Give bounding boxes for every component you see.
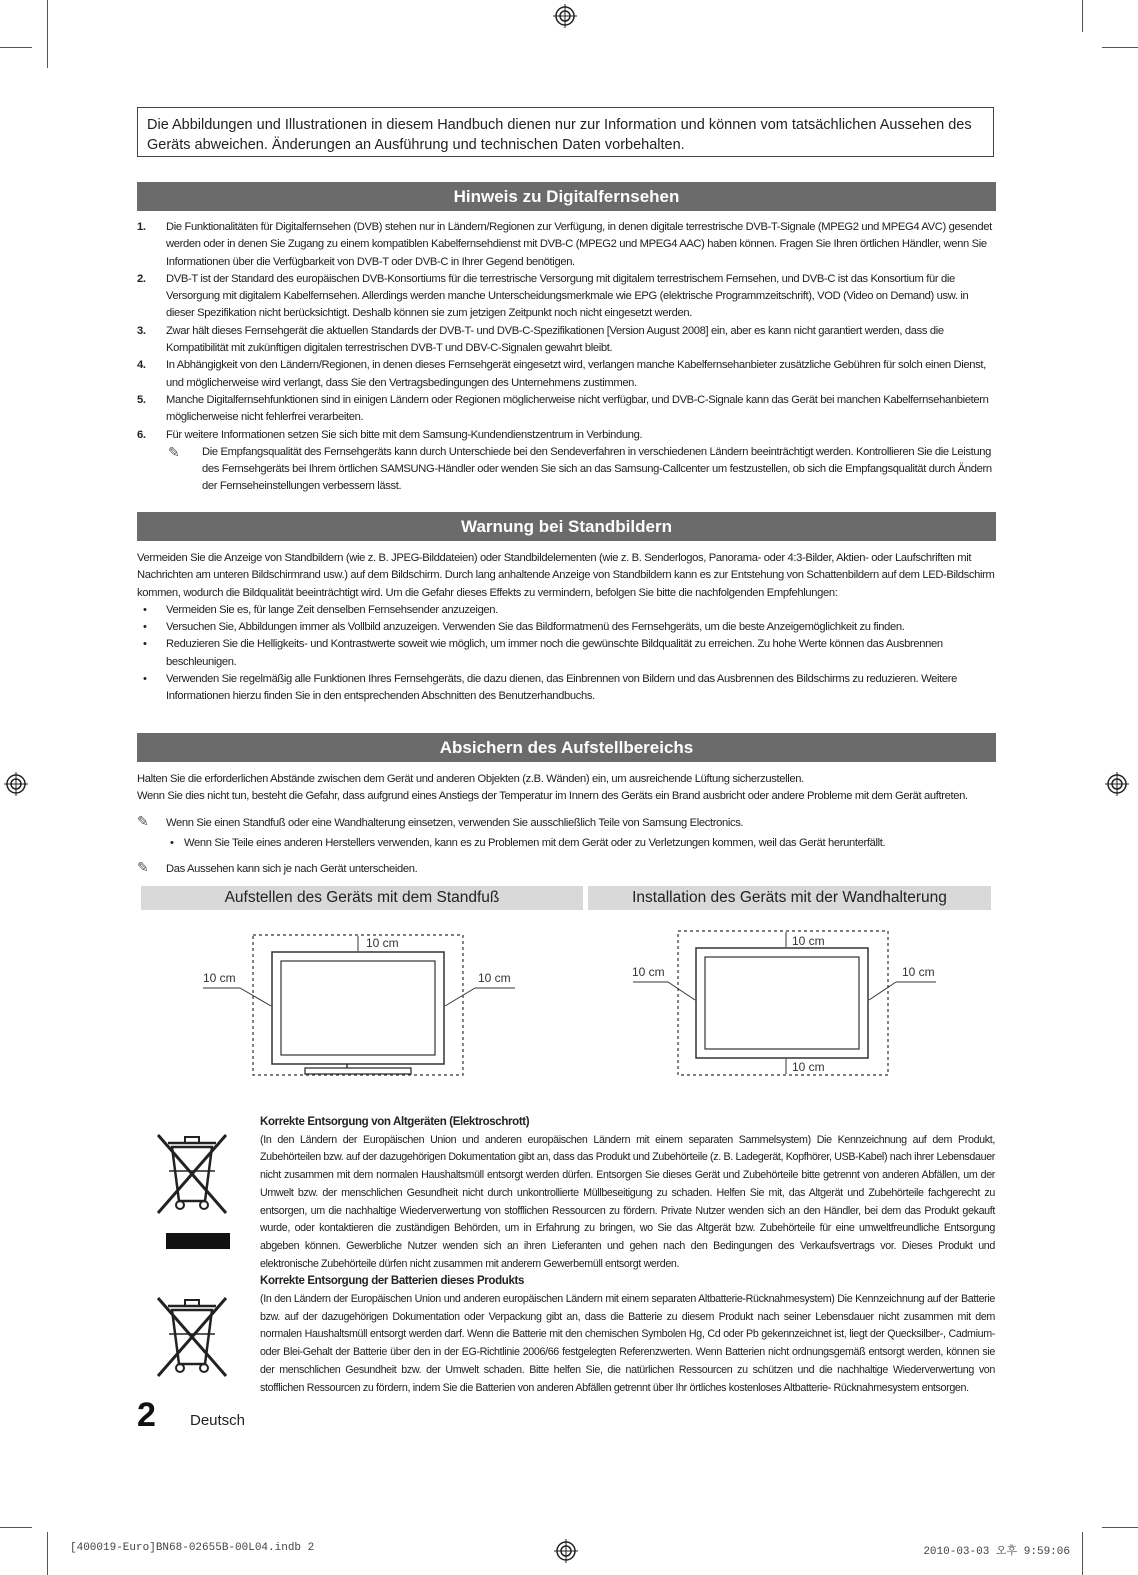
pencil-note-icon: ✎ xyxy=(137,859,149,876)
list-number: 6. xyxy=(137,428,146,441)
registration-mark-icon xyxy=(1105,772,1129,796)
section-title-installation-space: Absichern des Aufstellbereichs xyxy=(137,733,996,762)
registration-mark-icon xyxy=(554,1539,578,1563)
still-images-list xyxy=(137,602,997,706)
stand-subtitle: Aufstellen des Geräts mit dem Standfuß xyxy=(141,886,583,910)
wall-subtitle: Installation des Geräts mit der Wandhalterung xyxy=(588,886,991,910)
list-number: 1. xyxy=(137,221,146,233)
appearance-note xyxy=(137,861,1002,878)
clearance-right-label: 10 cm xyxy=(478,971,511,985)
list-number: 3. xyxy=(137,324,146,337)
registration-mark-icon xyxy=(4,772,28,796)
list-item: • Verwenden Sie regelmäßig alle Funktionen Ihres Fernsehgeräts, die dazu dienen, das Einbrennen von Bildern und das Ausbrennen des Bildschirms zu reduzieren. Weitere Informationen hierzu finden Sie in den entsprechenden Abschnitten des Benutzerhandbuchs. xyxy=(143,673,958,703)
section-title-digital-tv: Hinweis zu Digitalfernsehen xyxy=(137,182,996,211)
crop-mark xyxy=(0,47,32,48)
list-item: • Versuchen Sie, Abbildungen immer als Vollbild anzuzeigen. Verwenden Sie das Bildformatmenü des Fernsehgeräts, um die beste Anzeigemöglichkeit zu finden. xyxy=(143,621,905,634)
pencil-note-icon: ✎ xyxy=(168,443,180,460)
list-text: Für weitere Informationen setzen Sie sich bitte mit dem Samsung-Kundendienstzentrum in Verbindung. xyxy=(166,428,643,441)
page-language: Deutsch xyxy=(190,1412,246,1429)
battery-title: Korrekte Entsorgung der Batterien dieses Produkts xyxy=(260,1275,525,1288)
clearance-left-label: 10 cm xyxy=(203,971,236,985)
weee-text: (In den Ländern der Europäischen Union und anderen europäischen Ländern mit einem separaten Sammelsystem) Die Kennzeichnung auf dem Produkt, Zubehörteilen bzw. auf der dazugehörigen Dokumentation gibt an, dass das Produkt und Zubehörteile (z. B. Ladegerät, Kopfhörer, USB-Kabel) nach ihrer Lebensdauer nicht zusammen mit dem normalen Haushaltsmüll entsorgt werden dürfen. Entsorgen Sie dieses Gerät und Zubehörteile bitte getrennt von anderen Abfällen, um der Umwelt bzw. der menschlichen Gesundheit nicht durch unkontrollierte Müllbeseitigung zu schaden. Helfen Sie mit, das Altgerät und Zubehörteile fachgerecht zu entsorgen, um die nachhaltige Wiederverwertung von stofflichen Ressourcen zu fördern. Private Nutzer wenden sich an den Händler, bei dem das Produkt gekauft wurde, oder kontaktieren die zuständigen Behörden, um in Erfahrung zu bringen, wo Sie das Altgerät bzw. Zubehörteile für eine umweltfreundliche Entsorgung abgeben können. Gewerbliche Nutzer wenden sich an ihren Lieferanten und gehen nach den Bedingungen des Verkaufsvertrags vor. Dieses Produkt und elektronische Zubehörteile dürfen nicht zusammen mit anderem Gewerbemüll entsorgt werden. xyxy=(260,1133,995,1270)
still-images-intro: Vermeiden Sie die Anzeige von Standbildern (wie z. B. JPEG-Bilddateien) oder Standbildelementen (wie z. B. Senderlogos, Panorama- oder 4:3-Bilder, Aktien- oder Laufschriften mit Nachrichten am unteren Bildschirmrand usw.) auf dem Bildschirm. Durch lang anhaltende Anzeige von Standbildern kann es zur Entstehung von Schattenbildern auf dem LED-Bildschirm kommen, wodurch die Bildqualität beeinträchtigt wird. Um die Gefahr dieses Effekts zu vermindern, befolgen Sie bitte die nachfolgenden Empfehlungen: xyxy=(137,552,995,599)
bullet-text: Versuchen Sie, Abbildungen immer als Vollbild anzuzeigen. Verwenden Sie das Bildformatmenü des Fernsehgeräts, um die beste Anzeigemöglichkeit zu finden. xyxy=(166,621,905,634)
bullet-text: Verwenden Sie regelmäßig alle Funktionen Ihres Fernsehgeräts, die dazu dienen, das Einbrennen von Bildern und das Ausbrennen des Bildschirms zu reduzieren. Weitere Informationen hierzu finden Sie in den entsprechenden Abschnitten des Benutzerhandbuchs. xyxy=(166,673,958,703)
list-item: • Vermeiden Sie es, für lange Zeit denselben Fernsehsender anzuzeigen. xyxy=(143,603,498,616)
parts-note-text: Wenn Sie einen Standfuß oder eine Wandhalterung einsetzen, verwenden Sie ausschließlich Teile von Samsung Electronics. xyxy=(166,816,744,829)
reception-note xyxy=(166,444,999,496)
list-item xyxy=(137,357,999,392)
list-text: Manche Digitalfernsehfunktionen sind in einigen Ländern oder Regionen möglicherweise nicht verfügbar, und DVB-C-Signale kann das Gerät bei manchen Kabelfernsehanbietern möglicherweise nicht fehlerfrei verarbeiten. xyxy=(166,393,989,424)
crop-mark xyxy=(1082,0,1083,32)
appearance-note-text: Das Aussehen kann sich je nach Gerät unterscheiden. xyxy=(166,863,418,876)
clearance-left-label: 10 cm xyxy=(632,965,665,979)
crop-mark xyxy=(1102,1527,1138,1528)
list-item xyxy=(137,323,999,358)
wall-clearance-diagram xyxy=(628,928,943,1078)
list-number: 5. xyxy=(137,393,146,406)
battery-text: (In den Ländern der Europäischen Union und anderen europäischen Ländern mit einem separaten Altbatterie-Rücknahmesystem) Die Kennzeichnung auf der Batterie bzw. auf der dazugehörigen Dokumentation oder Verpackung gibt an, dass die Batterie zu diesem Produkt nach seiner Lebensdauer nicht zusammen mit dem normalen Haushaltsmüll entsorgt werden darf. Wenn die Batterie mit den chemischen Symbolen Hg, Cd oder Pb gekennzeichnet ist, liegt der Quecksilber-, Cadmium- oder Blei-Gehalt der Batterie über den in der EG-Richtlinie 2006/66 festgelegten Referenzwerten. Wenn Batterien nicht ordnungsgemäß entsorgt werden, können sie der menschlichen Gesundheit bzw. der Umwelt schaden. Bitte helfen Sie, die natürlichen Ressourcen zu schützen und die nachhaltige Wiederverwertung von stofflichen Ressourcen zu fördern, indem Sie die Batterien von anderen Abfällen getrennt über Ihr örtliches kostenloses Altbatterie- Rücknahmesystem entsorgen. xyxy=(260,1293,995,1394)
crossed-bin-icon xyxy=(154,1296,234,1382)
bullet-dot: • xyxy=(170,836,174,849)
crop-mark xyxy=(0,1527,32,1528)
list-text: DVB-T ist der Standard des europäischen DVB-Konsortiums für die terrestrische Versorgung mit digitalem terrestrischem Fernsehen, und DVB-C ist das Konsortium für die Versorgung mit digitalem Kabelfernsehen. Allerdings werden manche Unterscheidungsmerkmale wie EPG (elektrische Programmzeitschrift), VOD (Video on Demand) usw. in dieser Spezifikation nicht berücksichtigt. Deshalb können sie zum jetzigen Zeitpunkt noch nicht eingesetzt werden. xyxy=(166,272,969,320)
installation-line-2: Wenn Sie dies nicht tun, besteht die Gefahr, dass aufgrund eines Anstiegs der Temperatur im Innern des Geräts ein Brand ausbricht oder andere Probleme mit dem Gerät auftreten. xyxy=(137,790,968,803)
list-text: In Abhängigkeit von den Ländern/Regionen, in denen dieses Fernsehgerät eingesetzt wird, verlangen manche Kabelfernsehanbieter zusätzliche Gebühren für solch einen Dienst, und möglicherweise wird verlangt, dass Sie den Vertragsbedingungen des Unternehmens zustimmen. xyxy=(166,359,986,389)
crop-mark xyxy=(47,1532,48,1575)
crossed-bin-icon xyxy=(154,1133,234,1251)
list-item xyxy=(137,427,999,444)
bullet-text: Vermeiden Sie es, für lange Zeit denselben Fernsehsender anzuzeigen. xyxy=(166,603,498,616)
section-title-still-images: Warnung bei Standbildern xyxy=(137,512,996,541)
parts-note xyxy=(137,812,1002,832)
still-images-body xyxy=(137,550,997,706)
disclaimer-box: Die Abbildungen und Illustrationen in diesem Handbuch dienen nur zur Information und können vom tatsächlichen Aussehen des Geräts abweichen. Änderungen an Ausführung und technischen Daten vorbehalten. xyxy=(137,107,994,157)
list-item: • Reduzieren Sie die Helligkeits- und Kontrastwerte soweit wie möglich, um immer noch die gewünschte Bildqualität zu erreichen. Zu hohe Werte können das Ausbrennen beschleunigen. xyxy=(143,638,943,668)
page-number: 2 xyxy=(137,1396,156,1434)
note-text: Die Empfangsqualität des Fernsehgeräts kann durch Unterschiede bei den Sendeverfahren in verschiedenen Ländern beeinträchtigt werden. Kontrollieren Sie die Leistung des Fernsehgeräts bei Ihrem örtlichen SAMSUNG-Händler oder wenden Sie sich an das Samsung-Callcenter um festzustellen, ob sich die Empfangsqualität durch Ändern der Fernseheinstellungen verbessern lässt. xyxy=(202,445,992,493)
crop-mark xyxy=(47,0,48,68)
installation-body xyxy=(137,771,1002,878)
list-number: 4. xyxy=(137,359,146,372)
print-timestamp: 2010-03-03 오후 9:59:06 xyxy=(923,1546,1070,1558)
print-file-info: [400019-Euro]BN68-02655B-00L04.indb 2 xyxy=(70,1542,315,1554)
list-item xyxy=(137,271,999,323)
clearance-top-label: 10 cm xyxy=(366,936,399,950)
list-item xyxy=(137,219,999,271)
crop-mark xyxy=(1082,1532,1083,1575)
bullet-text: Reduzieren Sie die Helligkeits- und Kontrastwerte soweit wie möglich, um immer noch die gewünschte Bildqualität zu erreichen. Zu hohe Werte können das Ausbrennen beschleunigen. xyxy=(166,638,943,668)
clearance-top-label: 10 cm xyxy=(792,934,825,948)
parts-bullet-text: Wenn Sie Teile eines anderen Herstellers verwenden, kann es zu Problemen mit dem Gerät oder zu Verletzungen kommen, weil das Gerät herunterfällt. xyxy=(184,836,886,849)
installation-line-1: Halten Sie die erforderlichen Abstände zwischen dem Gerät und anderen Objekten (z.B. Wänden) ein, um ausreichende Lüftung sicherzustellen. xyxy=(137,773,804,785)
disposal-block xyxy=(260,1114,995,1397)
crop-mark xyxy=(1102,47,1138,48)
stand-clearance-diagram xyxy=(195,928,525,1078)
clearance-right-label: 10 cm xyxy=(902,965,935,979)
clearance-bottom-label: 10 cm xyxy=(792,1060,825,1074)
list-text: Zwar hält dieses Fernsehgerät die aktuellen Standards der DVB-T- und DVB-C-Spezifikationen [Version August 2008] ein, aber es kann nicht garantiert werden, dass die Kompatibilität mit zukünftigen digitalen terrestrischen DVB-T und DBV-C-Signalen gewahrt bleibt. xyxy=(166,324,944,355)
weee-title: Korrekte Entsorgung von Altgeräten (Elektroschrott) xyxy=(260,1116,530,1128)
list-number: 2. xyxy=(137,272,146,285)
parts-note-bullet xyxy=(137,835,1002,852)
pencil-note-icon: ✎ xyxy=(137,812,149,829)
list-text: Die Funktionalitäten für Digitalfernsehen (DVB) stehen nur in Ländern/Regionen zur Verfügung, in denen digitale terrestrische DVB-T-Signale (MPEG2 und MPEG4 AVC) gesendet werden oder in denen Sie Zugang zu einem kompatiblen Kabelfernsehdienst mit DVB-C (MPEG2 und MPEG4 AAC) haben können. Fragen Sie Ihren örtlichen Händler, wenn Sie Informationen über die Verfügbarkeit von DVB-T oder DVB-C in Ihrer Gegend benötigen. xyxy=(166,221,992,268)
digital-tv-list xyxy=(137,219,999,496)
registration-mark-icon xyxy=(553,4,577,28)
list-item xyxy=(137,392,999,427)
